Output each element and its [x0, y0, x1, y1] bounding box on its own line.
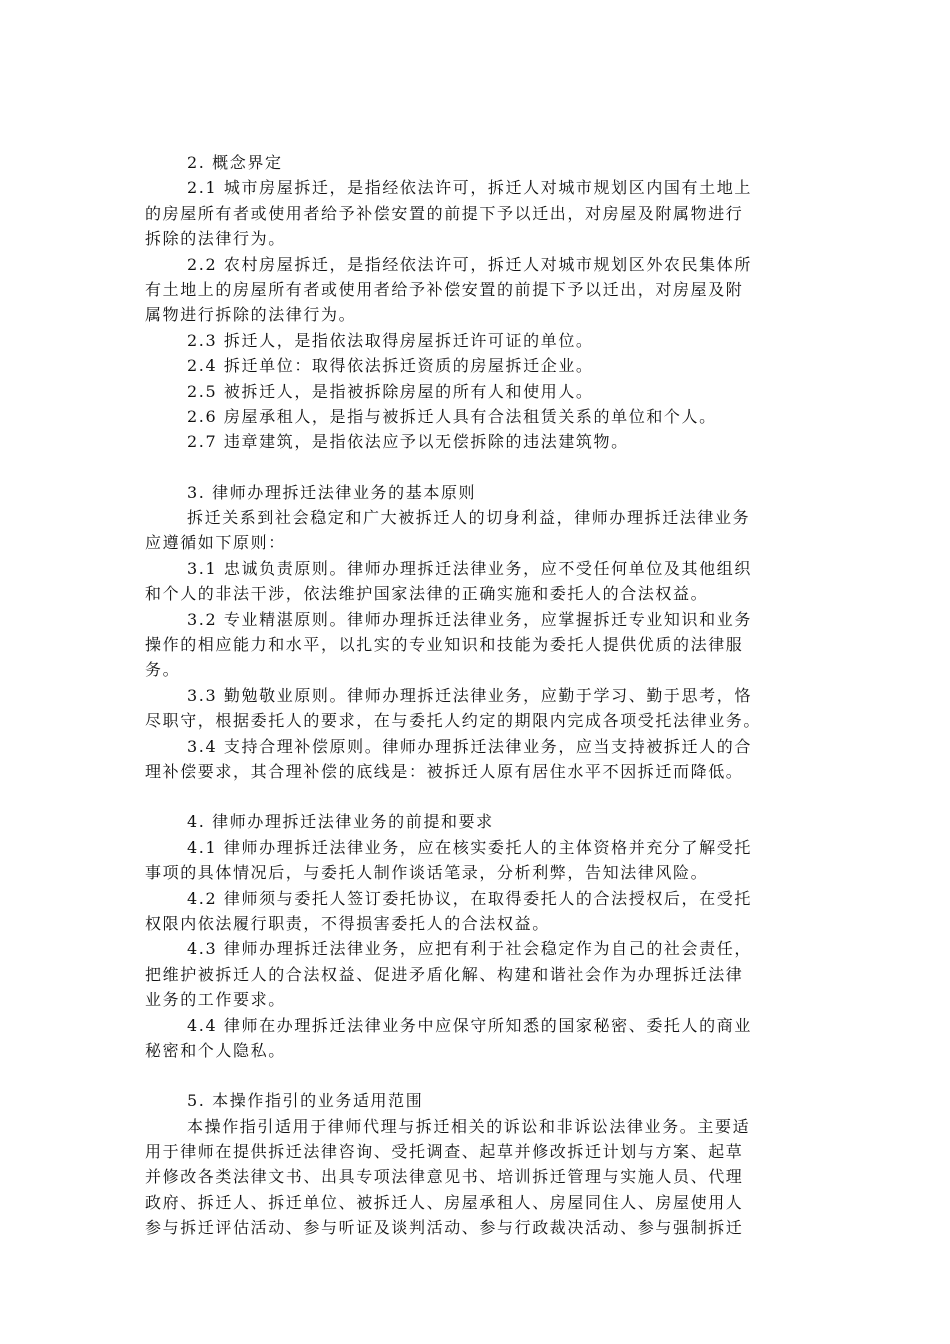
- paragraph-line: 秘密和个人隐私。: [145, 1040, 286, 1060]
- section-heading: 3. 律师办理拆迁法律业务的基本原则: [187, 482, 477, 502]
- paragraph: [145, 936, 808, 1012]
- paragraph-line: 用于律师在提供拆迁法律咨询、受托调查、起草并修改拆迁计划与方案、起草: [145, 1142, 744, 1162]
- paragraph-line: 4.1 律师办理拆迁法律业务，应在核实委托人的主体资格并充分了解受托: [187, 837, 752, 857]
- paragraph-line: 并修改各类法律文书、出具专项法律意见书、培训拆迁管理与实施人员、代理: [145, 1167, 744, 1187]
- paragraph-line: 3.4 支持合理补偿原则。律师办理拆迁法律业务，应当支持被拆迁人的合: [187, 736, 752, 756]
- paragraph: [145, 328, 808, 353]
- paragraph-line: 4.2 律师须与委托人签订委托协议，在取得委托人的合法授权后，在受托: [187, 888, 752, 908]
- paragraph-line: 2.6 房屋承租人，是指与被拆迁人具有合法租赁关系的单位和个人。: [187, 406, 717, 426]
- paragraph-line: 应遵循如下原则：: [145, 533, 286, 553]
- section-gap: [145, 784, 808, 809]
- paragraph-line: 权限内依法履行职责，不得损害委托人的合法权益。: [145, 913, 550, 933]
- paragraph-line: 业务的工作要求。: [145, 990, 286, 1010]
- paragraph-line: 3.1 忠诚负责原则。律师办理拆迁法律业务，应不受任何单位及其他组织: [187, 558, 752, 578]
- paragraph-line: 操作的相应能力和水平，以扎实的专业知识和技能为委托人提供优质的法律服: [145, 635, 744, 655]
- section-2: [145, 150, 808, 455]
- paragraph-line: 理补偿要求，其合理补偿的底线是：被拆迁人原有居住水平不因拆迁而降低。: [145, 761, 744, 781]
- paragraph: [145, 505, 808, 556]
- paragraph-line: 本操作指引适用于律师代理与拆迁相关的诉讼和非诉讼法律业务。主要适: [187, 1116, 751, 1136]
- paragraph: [145, 252, 808, 328]
- paragraph-line: 2.2 农村房屋拆迁，是指经依法许可，拆迁人对城市规划区外农民集体所: [187, 254, 752, 274]
- paragraph-line: 事项的具体情况后，与委托人制作谈话笔录，分析利弊，告知法律风险。: [145, 863, 709, 883]
- paragraph-line: 参与拆迁评估活动、参与听证及谈判活动、参与行政裁决活动、参与强制拆迁: [145, 1218, 744, 1238]
- paragraph-line: 的房屋所有者或使用者给予补偿安置的前提下予以迁出，对房屋及附属物进行: [145, 203, 744, 223]
- paragraph-line: 政府、拆迁人、拆迁单位、被拆迁人、房屋承租人、房屋同住人、房屋使用人: [145, 1192, 744, 1212]
- paragraph-line: 2.4 拆迁单位：取得依法拆迁资质的房屋拆迁企业。: [187, 356, 594, 376]
- paragraph-line: 4.3 律师办理拆迁法律业务，应把有利于社会稳定作为自己的社会责任，: [187, 939, 752, 959]
- paragraph-line: 拆迁关系到社会稳定和广大被拆迁人的切身利益，律师办理拆迁法律业务: [187, 508, 751, 528]
- paragraph-line: 2.5 被拆迁人，是指被拆除房屋的所有人和使用人。: [187, 381, 594, 401]
- section-5: [145, 1088, 808, 1240]
- paragraph: [145, 683, 808, 734]
- section-heading: 4. 律师办理拆迁法律业务的前提和要求: [187, 812, 494, 832]
- paragraph-line: 属物进行拆除的法律行为。: [145, 305, 357, 325]
- paragraph: [145, 429, 808, 454]
- paragraph: [145, 404, 808, 429]
- paragraph-line: 尽职守，根据委托人的要求，在与委托人约定的期限内完成各项受托法律业务。: [145, 711, 762, 731]
- paragraph-line: 有土地上的房屋所有者或使用者给予补偿安置的前提下予以迁出，对房屋及附: [145, 279, 744, 299]
- paragraph: [145, 734, 808, 785]
- paragraph-line: 3.3 勤勉敬业原则。律师办理拆迁法律业务，应勤于学习、勤于思考，恪: [187, 685, 752, 705]
- section-gap: [145, 455, 808, 480]
- paragraph: [145, 556, 808, 607]
- paragraph-line: 和个人的非法干涉，依法维护国家法律的正确实施和委托人的合法权益。: [145, 584, 709, 604]
- section-heading: 5. 本操作指引的业务适用范围: [187, 1091, 424, 1111]
- paragraph-line: 务。: [145, 660, 181, 680]
- paragraph: [145, 835, 808, 886]
- section-heading: 2. 概念界定: [187, 153, 283, 172]
- paragraph: [145, 353, 808, 378]
- paragraph-line: 2.7 违章建筑，是指依法应予以无偿拆除的违法建筑物。: [187, 432, 629, 452]
- paragraph-line: 3.2 专业精湛原则。律师办理拆迁法律业务，应掌握拆迁专业知识和业务: [187, 609, 752, 629]
- paragraph: [145, 1114, 808, 1241]
- paragraph-line: 把维护被拆迁人的合法权益、促进矛盾化解、构建和谐社会作为办理拆迁法律: [145, 964, 744, 984]
- section-3: [145, 480, 808, 785]
- section-4: [145, 809, 808, 1063]
- section-gap: [145, 1063, 808, 1088]
- paragraph-line: 拆除的法律行为。: [145, 229, 286, 249]
- paragraph-line: 2.1 城市房屋拆迁，是指经依法许可，拆迁人对城市规划区内国有土地上: [187, 178, 752, 198]
- paragraph: [145, 379, 808, 404]
- paragraph: [145, 886, 808, 937]
- document-page: [145, 150, 808, 1241]
- paragraph: [145, 607, 808, 683]
- paragraph-line: 4.4 律师在办理拆迁法律业务中应保守所知悉的国家秘密、委托人的商业: [187, 1015, 752, 1035]
- paragraph: [145, 1013, 808, 1064]
- paragraph: [145, 175, 808, 251]
- paragraph-line: 2.3 拆迁人，是指依法取得房屋拆迁许可证的单位。: [187, 330, 594, 350]
